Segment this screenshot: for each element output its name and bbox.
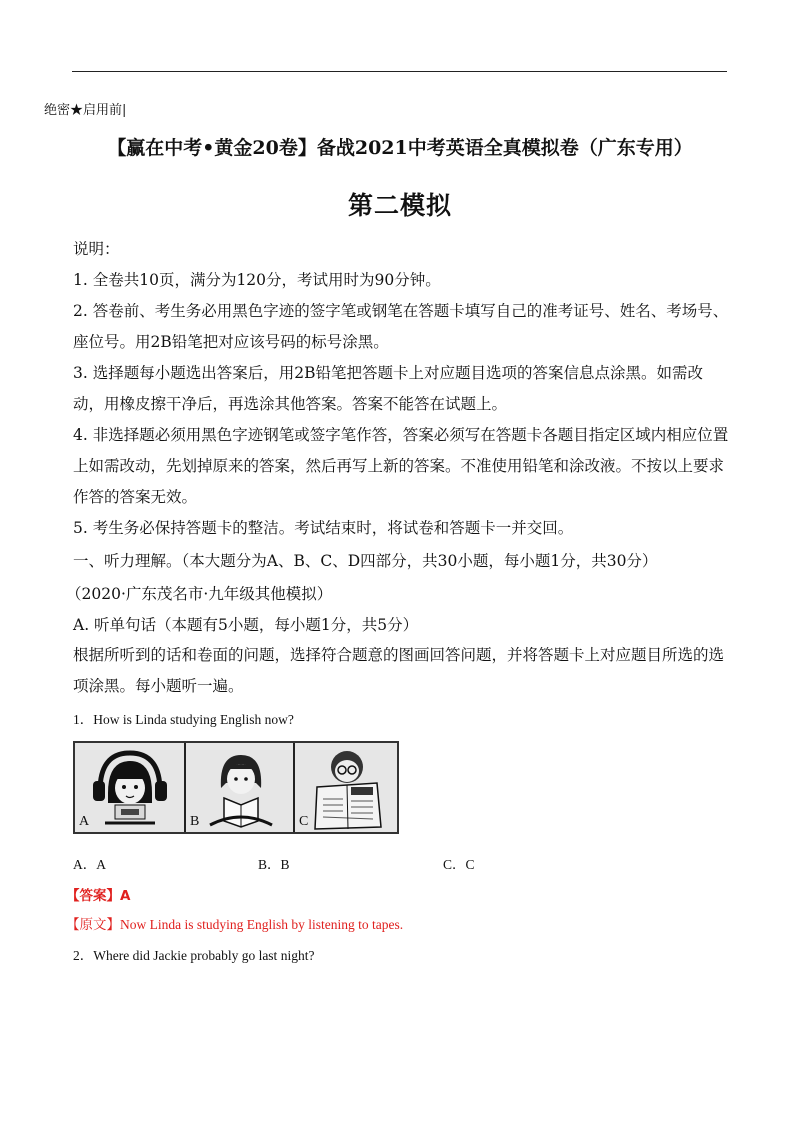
girl-reading-book-icon — [186, 743, 293, 832]
exam-subtitle: 第二模拟 — [347, 191, 452, 220]
transcript-line — [66, 913, 403, 933]
image-label-a: A — [79, 814, 90, 829]
question-text: Where did Jackie probably go last night? — [93, 948, 315, 963]
image-option-b — [186, 743, 293, 832]
instructions-heading: 说明： — [73, 240, 120, 258]
girl-reading-newspaper-icon — [295, 743, 397, 832]
question-1 — [73, 708, 294, 728]
instructions — [73, 234, 733, 544]
option-b[interactable]: B．B — [258, 857, 290, 872]
option-a[interactable]: A．A — [73, 857, 106, 872]
instruction-item: 4. 非选择题必须用黑色字迹钢笔或签字笔作答，答案必须写在答题卡各题目指定区域内相应位置上如需改动，先划掉原来的答案，然后再写上新的答案。不准使用铅笔和涂改液。不按以上要求作答的答案无效。 — [73, 426, 729, 506]
image-label-c: C — [299, 814, 309, 829]
exam-title: 【赢在中考•黄金20卷】备战2021中考英语全真模拟卷（广东专用） — [107, 137, 693, 159]
question-number: 1． — [73, 712, 94, 727]
question-2 — [73, 944, 314, 964]
instruction-item: 5. 考生务必保持答题卡的整洁。考试结束时，将试卷和答题卡一并交回。 — [73, 519, 574, 537]
answer-value: A — [120, 888, 131, 904]
answer-line — [66, 884, 130, 904]
girl-headphones-icon — [75, 743, 184, 832]
instruction-item: 3. 选择题每小题选出答案后，用2B铅笔把答题卡上对应题目选项的答案信息点涂黑。如需改动，用橡皮擦干净后，再选涂其他答案。答案不能答在试题上。 — [73, 364, 703, 413]
transcript-text: Now Linda is studying English by listening to tapes. — [120, 917, 404, 932]
part-a-description: 根据所听到的话和卷面的问题，选择符合题意的图画回答问题，并将答题卡上对应题目所选的选项涂黑。每小题听一遍。 — [73, 646, 725, 695]
instruction-item: 1. 全卷共10页，满分为120分，考试用时为90分钟。 — [73, 271, 441, 289]
transcript-label: 【原文】 — [66, 917, 120, 932]
header-rule — [72, 71, 727, 72]
option-c[interactable]: C．C — [443, 857, 475, 872]
answer-label: 【答案】 — [66, 888, 120, 904]
question-text: How is Linda studying English now? — [93, 712, 294, 727]
section-title: 一、听力理解。（本大题分为A、B、C、D四部分，共30小题，每小题1分，共30分） — [73, 552, 658, 570]
question-number: 2． — [73, 948, 94, 963]
secret-label: 绝密★启用前| — [44, 103, 127, 118]
part-a-title: A. 听单句话（本题有5小题，每小题1分，共5分） — [73, 616, 419, 634]
image-option-c — [295, 743, 397, 832]
image-option-a — [75, 743, 184, 832]
question-1-image — [73, 741, 399, 834]
instruction-item: 2. 答卷前、考生务必用黑色字迹的签字笔或钢笔在答题卡填写自己的准考证号、姓名、考场号、座位号。用2B铅笔把对应该号码的标号涂黑。 — [73, 302, 729, 351]
image-label-b: B — [190, 814, 200, 829]
section-source: （2020·广东茂名市·九年级其他模拟） — [66, 585, 333, 603]
